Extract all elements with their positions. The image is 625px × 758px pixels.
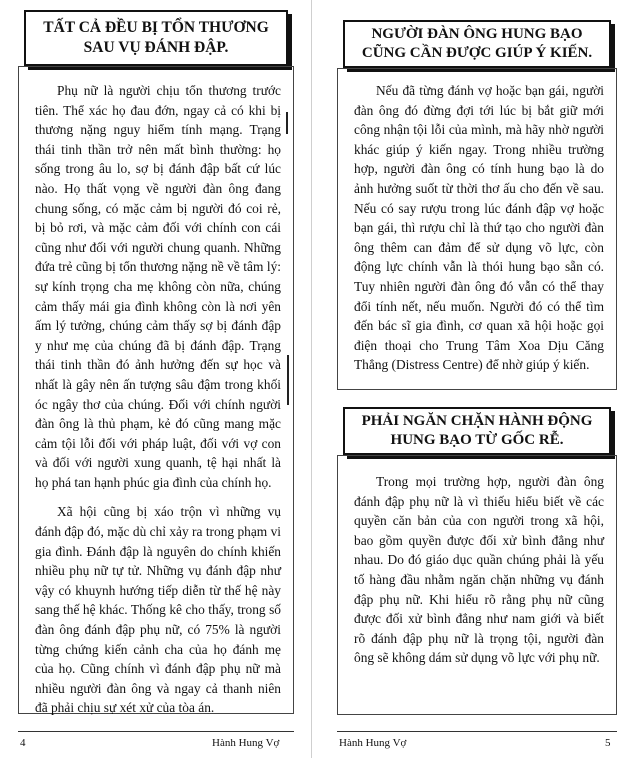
left-page-number: 4 bbox=[20, 737, 26, 749]
left-title-line2: SAU VỤ ĐÁNH ĐẬP. bbox=[83, 39, 229, 56]
left-paragraph-2: Xã hội cũng bị xáo trộn vì những vụ đánh đập đó, mặc dù chỉ xảy ra trong phạm vi gia đình. Đánh đập là nguyên do chính khiến nhiều phụ nữ tự tử. Những vụ đánh đập như vậy có khuynh hướng tiếp diễn từ thế hệ này sang thế hệ khác. Thống kê cho thấy, trong số đàn ông đánh đập phụ nữ, có 75% là người từng chứng kiến cảnh cha của họ đánh mẹ của họ. Cũng chính vì đánh đập phụ nữ mà nhiều người đàn ông và ngay cả thanh niên đã phải chịu sự xét xử của tòa án. bbox=[35, 504, 281, 716]
right-title-1-line1: NGƯỜI ĐÀN ÔNG HUNG BẠO bbox=[371, 26, 583, 42]
left-footer-rule bbox=[18, 731, 294, 732]
right-paragraph-1: Nếu đã từng đánh vợ hoặc bạn gái, người đàn ông đó đừng đợi tới lúc bị bắt giữ mới công nhận tội lỗi của mình, mà hãy nhờ người khác giúp ý kiến ngay. Trong nhiều trường hợp, người đàn ông có tính hung bạo là do ảnh hưởng suốt từ thời thơ ấu cho đến về sau. Nếu có say rượu trong lúc đánh đập vợ hoặc bạn gái, thì rượu chỉ là thứ tạo cho người đàn ông thêm can đảm để sử dụng võ lực, còn động lực chính vẫn là thói hung bạo sẵn có. Tuy nhiên người đàn ông đó vẫn có thể thay đổi tính nết, nếu muốn. Người đó có thể tìm đến bác sĩ gia đình, cơ quan xã hội hoặc gọi điện thoại cho Trung Tâm Xoa Dịu Căng Thẳng (Distress Centre) để nhờ giúp ý kiến. bbox=[354, 83, 604, 373]
right-title-2-line2: HUNG BẠO TỪ GỐC RỄ. bbox=[390, 432, 564, 448]
right-page-number: 5 bbox=[605, 737, 611, 749]
right-title-box-1 bbox=[343, 20, 611, 68]
right-paragraph-2: Trong mọi trường hợp, người đàn ông đánh đập phụ nữ là vì thiếu hiểu biết về các quyền căn bản của con người trong xã hội, bao gồm quyền được đối xử bình đẳng như nhau. Do đó giáo dục quần chúng phải là yếu tố hàng đầu nhằm ngăn chặn những vụ đánh đập phụ nữ. Khi hiểu rõ rằng phụ nữ cũng được đối xử bình đẳng như nam giới và biết rõ đánh đập phụ nữ là trọng tội, người đàn ông sẽ không dám sử dụng võ lực với phụ nữ. bbox=[354, 474, 604, 666]
left-title-box bbox=[24, 10, 288, 66]
left-title-line1: TẤT CẢ ĐỀU BỊ TỔN THƯƠNG bbox=[43, 19, 269, 36]
right-footer-title: Hành Hung Vợ bbox=[339, 737, 407, 749]
right-page bbox=[313, 0, 625, 758]
left-text-box bbox=[18, 66, 294, 714]
right-text-box-1 bbox=[337, 68, 617, 390]
right-title-1-line2: CŨNG CẦN ĐƯỢC GIÚP Ý KIẾN. bbox=[361, 45, 593, 61]
left-page bbox=[0, 0, 312, 758]
right-title-2-line1: PHẢI NGĂN CHẶN HÀNH ĐỘNG bbox=[361, 413, 593, 429]
right-footer-rule bbox=[337, 731, 617, 732]
right-title-box-2 bbox=[343, 407, 611, 455]
right-text-box-2 bbox=[337, 455, 617, 715]
left-paragraph-1: Phụ nữ là người chịu tổn thương trước tiên. Thể xác họ đau đớn, ngay cả có khi bị thương nặng nguy hiểm tính mạng. Trạng thái tinh thần trở nên mất bình thường: họ sống trong âu lo, sợ bị đánh đập bất cứ lúc nào. Họ thất vọng về người đàn ông đang chung sống, có mặc cảm bị người đó coi rẻ, bị bỏ rơi, và mặc cảm đối với chính con cái cũng như đối với người chung quanh. Những đứa trẻ cũng bị tổn thương nặng nề về tâm lý: sự kính trọng cha mẹ không còn nữa, chúng cảm thấy mái gia đình không còn là nơi yên ấm lý tưởng, chúng cảm thấy sợ bị đánh đập y như mẹ của chúng đã bị đánh đập. Trạng thái tinh thần đó ảnh hưởng đến sự học và nhất là gây nên ấn tượng sâu đậm trong khối óc ngây thơ của chúng. Đối với chính người đàn ông là thủ phạm, kẻ đó cũng mang mặc cảm tội lỗi đối với pháp luật, đối với vợ con và đối với người xung quanh, tệ hại nhất là họ phá tan hạnh phúc gia đình của chính họ. bbox=[35, 83, 281, 490]
left-footer-title: Hành Hung Vợ bbox=[212, 737, 280, 749]
